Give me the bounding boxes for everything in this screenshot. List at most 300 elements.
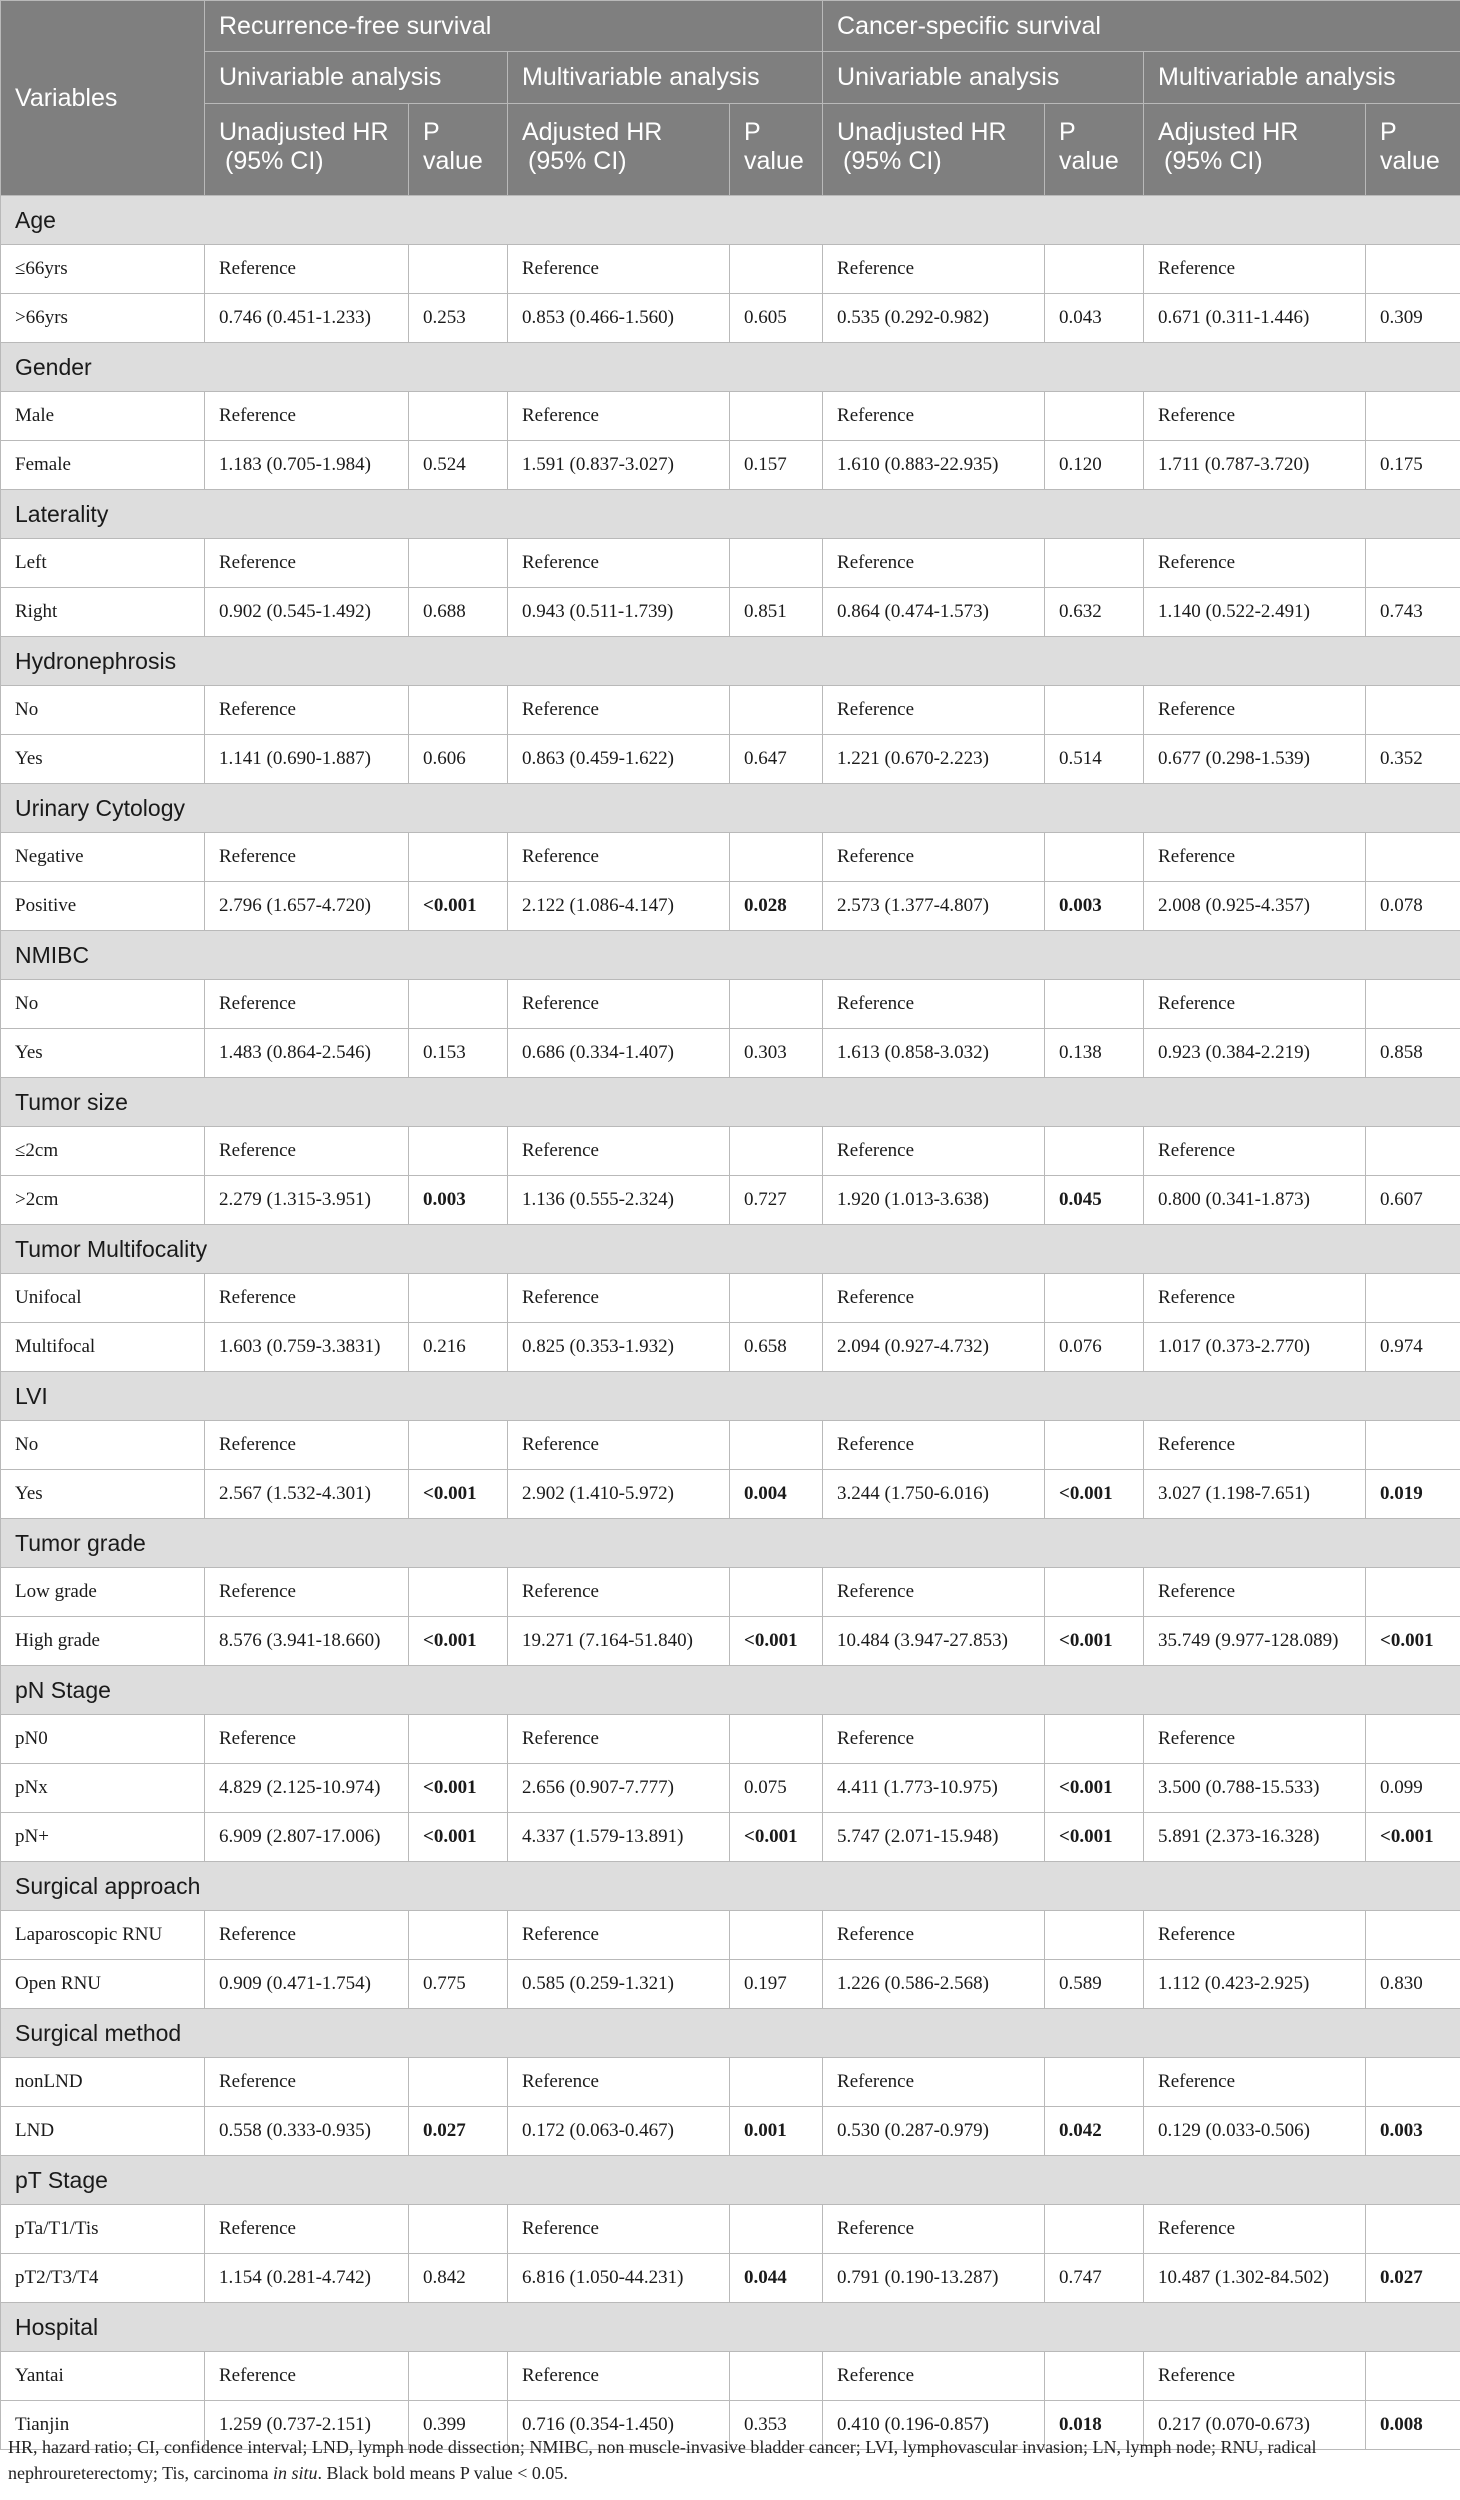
hr-cell: 2.094 (0.927-4.732) <box>823 1323 1045 1372</box>
footnote-text-end: . Black bold means P value < 0.05. <box>317 2463 568 2483</box>
p-value-cell: 0.253 <box>409 294 508 343</box>
p-value-cell <box>1366 833 1460 882</box>
section-title: Surgical approach <box>1 1862 1460 1911</box>
row-label-cell: pN0 <box>1 1715 205 1764</box>
p-value-cell <box>1045 245 1144 294</box>
row-label-cell: Positive <box>1 882 205 931</box>
hr-cell: 1.136 (0.555-2.324) <box>508 1176 730 1225</box>
column-header-line: P <box>1059 118 1076 146</box>
hr-cell: Reference <box>1144 2352 1366 2401</box>
hr-cell: 0.943 (0.511-1.739) <box>508 588 730 637</box>
section-title: pT Stage <box>1 2156 1460 2205</box>
hr-cell: Reference <box>508 1127 730 1176</box>
hr-cell: Reference <box>823 833 1045 882</box>
p-value-cell <box>1366 1715 1460 1764</box>
section-title: Gender <box>1 343 1460 392</box>
p-value-cell: 0.157 <box>730 441 823 490</box>
p-value-cell <box>1045 539 1144 588</box>
hr-cell: 1.017 (0.373-2.770) <box>1144 1323 1366 1372</box>
hr-cell: 0.825 (0.353-1.932) <box>508 1323 730 1372</box>
hr-cell: 6.909 (2.807-17.006) <box>205 1813 409 1862</box>
section-title: Laterality <box>1 490 1460 539</box>
hr-cell: Reference <box>205 539 409 588</box>
table-row <box>1 294 1460 343</box>
column-header-line: Adjusted HR <box>1158 118 1299 146</box>
hr-cell: 2.656 (0.907-7.777) <box>508 1764 730 1813</box>
table-body <box>1 196 1460 2450</box>
table-row <box>1 1029 1460 1078</box>
hr-cell: Reference <box>508 2058 730 2107</box>
hr-cell: 1.140 (0.522-2.491) <box>1144 588 1366 637</box>
row-label-cell: Open RNU <box>1 1960 205 2009</box>
row-label-cell: LND <box>1 2107 205 2156</box>
p-value-cell: 0.605 <box>730 294 823 343</box>
column-header-line: (95% CI) <box>528 147 627 175</box>
hr-cell: 0.217 (0.070-0.673) <box>1144 2401 1366 2450</box>
p-value-cell <box>1045 833 1144 882</box>
column-header-line: value <box>1380 147 1440 175</box>
p-value-cell <box>1366 2058 1460 2107</box>
row-label-cell: ≤2cm <box>1 1127 205 1176</box>
hr-cell: Reference <box>205 2352 409 2401</box>
p-value-cell <box>409 1274 508 1323</box>
column-header-line: value <box>744 147 804 175</box>
p-value-cell: <0.001 <box>730 1813 823 1862</box>
p-value-cell: 0.851 <box>730 588 823 637</box>
hr-cell: Reference <box>205 2058 409 2107</box>
hr-cell: 2.902 (1.410-5.972) <box>508 1470 730 1519</box>
hr-cell: 0.677 (0.298-1.539) <box>1144 735 1366 784</box>
p-value-cell <box>1045 1421 1144 1470</box>
p-value-cell: 0.216 <box>409 1323 508 1372</box>
p-value-cell <box>1366 1911 1460 1960</box>
p-value-cell <box>1366 245 1460 294</box>
p-value-cell: <0.001 <box>1045 1813 1144 1862</box>
hr-cell: 3.500 (0.788-15.533) <box>1144 1764 1366 1813</box>
css-group-header: Cancer-specific survival <box>823 1 1460 52</box>
analysis-header: Multivariable analysis <box>508 52 823 104</box>
column-header-line: (95% CI) <box>843 147 942 175</box>
p-value-cell <box>1366 1568 1460 1617</box>
row-label-cell: Yes <box>1 735 205 784</box>
column-header-line: P <box>423 118 440 146</box>
p-value-cell <box>730 1715 823 1764</box>
section-title: Hydronephrosis <box>1 637 1460 686</box>
hr-cell: 1.603 (0.759-3.3831) <box>205 1323 409 1372</box>
hr-cell: Reference <box>823 2352 1045 2401</box>
row-label-cell: pTa/T1/Tis <box>1 2205 205 2254</box>
analysis-header: Univariable analysis <box>823 52 1144 104</box>
section-header-row <box>1 490 1460 539</box>
hr-cell: Reference <box>823 392 1045 441</box>
row-label-cell: ≤66yrs <box>1 245 205 294</box>
p-value-cell <box>1366 1127 1460 1176</box>
column-header-line: (95% CI) <box>225 147 324 175</box>
section-title: Hospital <box>1 2303 1460 2352</box>
hr-cell: 10.487 (1.302-84.502) <box>1144 2254 1366 2303</box>
table-row <box>1 2205 1460 2254</box>
table-row <box>1 441 1460 490</box>
hr-cell: Reference <box>1144 686 1366 735</box>
row-label-cell: Tianjin <box>1 2401 205 2450</box>
hr-cell: 0.800 (0.341-1.873) <box>1144 1176 1366 1225</box>
column-header-line: (95% CI) <box>1164 147 1263 175</box>
hr-cell: Reference <box>1144 1127 1366 1176</box>
hr-cell: Reference <box>508 1421 730 1470</box>
p-value-cell <box>1045 686 1144 735</box>
p-value-cell: <0.001 <box>1045 1764 1144 1813</box>
row-label-cell: No <box>1 980 205 1029</box>
section-header-row <box>1 2156 1460 2205</box>
hr-cell: 1.154 (0.281-4.742) <box>205 2254 409 2303</box>
hr-cell: Reference <box>205 1568 409 1617</box>
hr-cell: Reference <box>1144 833 1366 882</box>
hr-cell: 2.279 (1.315-3.951) <box>205 1176 409 1225</box>
p-value-cell <box>1366 686 1460 735</box>
p-value-cell <box>730 392 823 441</box>
hr-cell: Reference <box>205 1274 409 1323</box>
table-row <box>1 245 1460 294</box>
table-row <box>1 2352 1460 2401</box>
row-label-cell: nonLND <box>1 2058 205 2107</box>
table-row <box>1 2107 1460 2156</box>
p-value-cell <box>409 2352 508 2401</box>
hr-cell: 0.716 (0.354-1.450) <box>508 2401 730 2450</box>
section-header-row <box>1 637 1460 686</box>
hr-cell: 1.112 (0.423-2.925) <box>1144 1960 1366 2009</box>
row-label-cell: Yes <box>1 1470 205 1519</box>
column-header-line: value <box>423 147 483 175</box>
table-footnote <box>8 2434 1452 2486</box>
hr-cell: Reference <box>205 245 409 294</box>
hr-cell: 1.610 (0.883-22.935) <box>823 441 1045 490</box>
hr-cell: 8.576 (3.941-18.660) <box>205 1617 409 1666</box>
p-value-cell <box>1045 2205 1144 2254</box>
hr-cell: 1.613 (0.858-3.032) <box>823 1029 1045 1078</box>
p-value-cell: <0.001 <box>1045 1470 1144 1519</box>
p-value-cell <box>409 392 508 441</box>
hr-cell: Reference <box>508 686 730 735</box>
section-title: LVI <box>1 1372 1460 1421</box>
hr-cell: 0.902 (0.545-1.492) <box>205 588 409 637</box>
p-value-cell <box>730 539 823 588</box>
hr-cell: Reference <box>1144 392 1366 441</box>
table-row <box>1 1323 1460 1372</box>
hr-cell: Reference <box>823 245 1045 294</box>
hr-cell: Reference <box>508 1568 730 1617</box>
hr-cell: Reference <box>508 1274 730 1323</box>
p-value-cell <box>1366 1421 1460 1470</box>
p-value-cell: 0.018 <box>1045 2401 1144 2450</box>
hr-cell: Reference <box>1144 980 1366 1029</box>
table-row <box>1 392 1460 441</box>
p-value-cell: <0.001 <box>409 1470 508 1519</box>
p-value-cell: 0.743 <box>1366 588 1460 637</box>
column-header-line: P <box>1380 118 1397 146</box>
hr-cell: 1.920 (1.013-3.638) <box>823 1176 1045 1225</box>
column-header-line: Unadjusted HR <box>837 118 1007 146</box>
p-value-cell: <0.001 <box>1366 1813 1460 1862</box>
p-value-cell <box>409 1127 508 1176</box>
hr-column-header <box>823 104 1045 196</box>
hr-cell: Reference <box>205 392 409 441</box>
p-value-cell <box>730 245 823 294</box>
table-row <box>1 1127 1460 1176</box>
hr-cell: 0.863 (0.459-1.622) <box>508 735 730 784</box>
section-title: Tumor grade <box>1 1519 1460 1568</box>
hr-cell: 0.923 (0.384-2.219) <box>1144 1029 1366 1078</box>
p-value-cell: 0.197 <box>730 1960 823 2009</box>
p-value-cell: 0.589 <box>1045 1960 1144 2009</box>
hr-cell: 1.141 (0.690-1.887) <box>205 735 409 784</box>
column-header-line: Unadjusted HR <box>219 118 389 146</box>
hr-cell: Reference <box>508 1911 730 1960</box>
table-row <box>1 2254 1460 2303</box>
hr-cell: Reference <box>508 2352 730 2401</box>
p-value-cell: <0.001 <box>409 882 508 931</box>
p-value-cell <box>1366 539 1460 588</box>
hr-cell: 0.671 (0.311-1.446) <box>1144 294 1366 343</box>
analysis-header: Univariable analysis <box>205 52 508 104</box>
row-label-cell: Multifocal <box>1 1323 205 1372</box>
section-header-row <box>1 2303 1460 2352</box>
p-value-cell: 0.044 <box>730 2254 823 2303</box>
row-label-cell: No <box>1 686 205 735</box>
p-value-cell: 0.727 <box>730 1176 823 1225</box>
hr-cell: Reference <box>823 1568 1045 1617</box>
table-row <box>1 980 1460 1029</box>
hr-cell: Reference <box>823 980 1045 1029</box>
hr-cell: 0.129 (0.033-0.506) <box>1144 2107 1366 2156</box>
hr-cell: 3.244 (1.750-6.016) <box>823 1470 1045 1519</box>
hr-cell: 0.535 (0.292-0.982) <box>823 294 1045 343</box>
section-title: Urinary Cytology <box>1 784 1460 833</box>
p-value-cell <box>409 2205 508 2254</box>
hr-cell: Reference <box>1144 539 1366 588</box>
row-label-cell: Laparoscopic RNU <box>1 1911 205 1960</box>
p-value-cell <box>1366 392 1460 441</box>
hr-cell: Reference <box>1144 245 1366 294</box>
p-value-cell: 0.008 <box>1366 2401 1460 2450</box>
p-value-column-header <box>730 104 823 196</box>
hr-cell: 2.567 (1.532-4.301) <box>205 1470 409 1519</box>
hr-cell: 10.484 (3.947-27.853) <box>823 1617 1045 1666</box>
hr-cell: 0.909 (0.471-1.754) <box>205 1960 409 2009</box>
footnote-italic: in situ <box>272 2463 318 2483</box>
section-title: pN Stage <box>1 1666 1460 1715</box>
table-header <box>1 1 1460 196</box>
hr-cell: Reference <box>508 1715 730 1764</box>
p-value-cell <box>1045 2058 1144 2107</box>
p-value-cell: 0.027 <box>409 2107 508 2156</box>
p-value-cell <box>409 980 508 1029</box>
hr-cell: Reference <box>205 833 409 882</box>
column-header-line: P <box>744 118 761 146</box>
hr-cell: Reference <box>205 980 409 1029</box>
hr-cell: 3.027 (1.198-7.651) <box>1144 1470 1366 1519</box>
p-value-cell <box>409 539 508 588</box>
p-value-cell <box>730 1127 823 1176</box>
p-value-cell <box>1045 2352 1144 2401</box>
hr-cell: 0.530 (0.287-0.979) <box>823 2107 1045 2156</box>
hr-cell: 1.591 (0.837-3.027) <box>508 441 730 490</box>
row-label-cell: Female <box>1 441 205 490</box>
variables-header: Variables <box>1 1 205 196</box>
hr-cell: 5.747 (2.071-15.948) <box>823 1813 1045 1862</box>
hr-cell: Reference <box>1144 1421 1366 1470</box>
p-value-cell <box>1045 980 1144 1029</box>
hr-cell: 4.829 (2.125-10.974) <box>205 1764 409 1813</box>
hr-cell: Reference <box>205 2205 409 2254</box>
p-value-cell: 0.099 <box>1366 1764 1460 1813</box>
table-row <box>1 1911 1460 1960</box>
p-value-column-header <box>1366 104 1460 196</box>
hr-cell: 1.226 (0.586-2.568) <box>823 1960 1045 2009</box>
section-header-row <box>1 1372 1460 1421</box>
p-value-cell <box>409 1911 508 1960</box>
hr-cell: 0.172 (0.063-0.467) <box>508 2107 730 2156</box>
row-label-cell: No <box>1 1421 205 1470</box>
p-value-cell: 0.658 <box>730 1323 823 1372</box>
p-value-cell: 0.001 <box>730 2107 823 2156</box>
hr-cell: 2.796 (1.657-4.720) <box>205 882 409 931</box>
hr-cell: Reference <box>205 1911 409 1960</box>
hr-cell: Reference <box>508 833 730 882</box>
hr-cell: Reference <box>508 392 730 441</box>
hr-column-header <box>205 104 409 196</box>
section-header-row <box>1 1519 1460 1568</box>
table-row <box>1 2058 1460 2107</box>
p-value-cell <box>1366 2205 1460 2254</box>
hr-cell: 0.853 (0.466-1.560) <box>508 294 730 343</box>
p-value-cell <box>730 1911 823 1960</box>
section-header-row <box>1 196 1460 245</box>
row-label-cell: pT2/T3/T4 <box>1 2254 205 2303</box>
hr-cell: Reference <box>823 2205 1045 2254</box>
p-value-cell: 0.019 <box>1366 1470 1460 1519</box>
p-value-cell <box>1045 1911 1144 1960</box>
hr-cell: 0.791 (0.190-13.287) <box>823 2254 1045 2303</box>
hr-cell: Reference <box>823 2058 1045 2107</box>
analysis-header: Multivariable analysis <box>1144 52 1460 104</box>
p-value-cell <box>409 2058 508 2107</box>
p-value-cell: <0.001 <box>1366 1617 1460 1666</box>
table-row <box>1 1176 1460 1225</box>
section-title: Surgical method <box>1 2009 1460 2058</box>
hr-cell: Reference <box>508 539 730 588</box>
p-value-cell: 0.352 <box>1366 735 1460 784</box>
table-row <box>1 1617 1460 1666</box>
hr-cell: 19.271 (7.164-51.840) <box>508 1617 730 1666</box>
table-row <box>1 1813 1460 1862</box>
p-value-cell: 0.120 <box>1045 441 1144 490</box>
p-value-cell: 0.003 <box>1045 882 1144 931</box>
hr-cell: Reference <box>205 1127 409 1176</box>
hr-cell: Reference <box>508 2205 730 2254</box>
section-header-row <box>1 1078 1460 1127</box>
table-row <box>1 1764 1460 1813</box>
p-value-cell: 0.138 <box>1045 1029 1144 1078</box>
row-label-cell: pNx <box>1 1764 205 1813</box>
p-value-cell: 0.004 <box>730 1470 823 1519</box>
hr-cell: Reference <box>508 245 730 294</box>
table-row <box>1 1715 1460 1764</box>
row-label-cell: >66yrs <box>1 294 205 343</box>
p-value-cell: 0.775 <box>409 1960 508 2009</box>
p-value-cell: 0.028 <box>730 882 823 931</box>
p-value-cell: 0.043 <box>1045 294 1144 343</box>
footnote-text: HR, hazard ratio; CI, confidence interval; LND, lymph node dissection; NMIBC, non muscle-invasive bladder cancer; LVI, lymphovascular invasion; LN, lymph node; RNU, radical nephroureterectomy; Tis, carcinoma <box>8 2437 1317 2483</box>
p-value-cell <box>730 1421 823 1470</box>
section-header-row <box>1 1666 1460 1715</box>
section-header-row <box>1 1225 1460 1274</box>
p-value-cell <box>409 833 508 882</box>
hr-cell: Reference <box>1144 2058 1366 2107</box>
hr-cell: 0.410 (0.196-0.857) <box>823 2401 1045 2450</box>
hr-cell: Reference <box>205 1715 409 1764</box>
hr-cell: 5.891 (2.373-16.328) <box>1144 1813 1366 1862</box>
hr-column-header <box>1144 104 1366 196</box>
p-value-cell: <0.001 <box>409 1764 508 1813</box>
p-value-cell: 0.647 <box>730 735 823 784</box>
hr-cell: 0.746 (0.451-1.233) <box>205 294 409 343</box>
row-label-cell: Negative <box>1 833 205 882</box>
p-value-cell: 0.747 <box>1045 2254 1144 2303</box>
hr-cell: 4.337 (1.579-13.891) <box>508 1813 730 1862</box>
section-title: Tumor size <box>1 1078 1460 1127</box>
p-value-cell: <0.001 <box>730 1617 823 1666</box>
p-value-cell <box>730 2352 823 2401</box>
p-value-cell: 0.303 <box>730 1029 823 1078</box>
p-value-cell: 0.632 <box>1045 588 1144 637</box>
hr-cell: Reference <box>508 980 730 1029</box>
table-row <box>1 833 1460 882</box>
p-value-cell: 0.078 <box>1366 882 1460 931</box>
hr-cell: 1.183 (0.705-1.984) <box>205 441 409 490</box>
row-label-cell: >2cm <box>1 1176 205 1225</box>
hr-cell: Reference <box>823 1274 1045 1323</box>
hr-cell: Reference <box>205 1421 409 1470</box>
p-value-cell <box>730 2205 823 2254</box>
table-row <box>1 539 1460 588</box>
hr-column-header <box>508 104 730 196</box>
rfs-group-header: Recurrence-free survival <box>205 1 823 52</box>
p-value-cell: 0.514 <box>1045 735 1144 784</box>
table-row <box>1 1960 1460 2009</box>
row-label-cell: Left <box>1 539 205 588</box>
table-row <box>1 686 1460 735</box>
section-header-row <box>1 784 1460 833</box>
hr-cell: 2.122 (1.086-4.147) <box>508 882 730 931</box>
hr-cell: 0.558 (0.333-0.935) <box>205 2107 409 2156</box>
p-value-cell <box>1366 2352 1460 2401</box>
p-value-cell: 0.830 <box>1366 1960 1460 2009</box>
hr-cell: Reference <box>1144 1715 1366 1764</box>
hr-cell: Reference <box>823 539 1045 588</box>
p-value-cell: 0.353 <box>730 2401 823 2450</box>
p-value-cell: 0.003 <box>1366 2107 1460 2156</box>
p-value-cell: 0.075 <box>730 1764 823 1813</box>
row-label-cell: Yes <box>1 1029 205 1078</box>
p-value-cell <box>730 1274 823 1323</box>
p-value-cell <box>1045 1715 1144 1764</box>
section-title: Age <box>1 196 1460 245</box>
p-value-cell: 0.858 <box>1366 1029 1460 1078</box>
row-label-cell: Right <box>1 588 205 637</box>
hr-cell: Reference <box>823 1911 1045 1960</box>
hr-cell: Reference <box>823 1421 1045 1470</box>
column-header-line: Adjusted HR <box>522 118 663 146</box>
